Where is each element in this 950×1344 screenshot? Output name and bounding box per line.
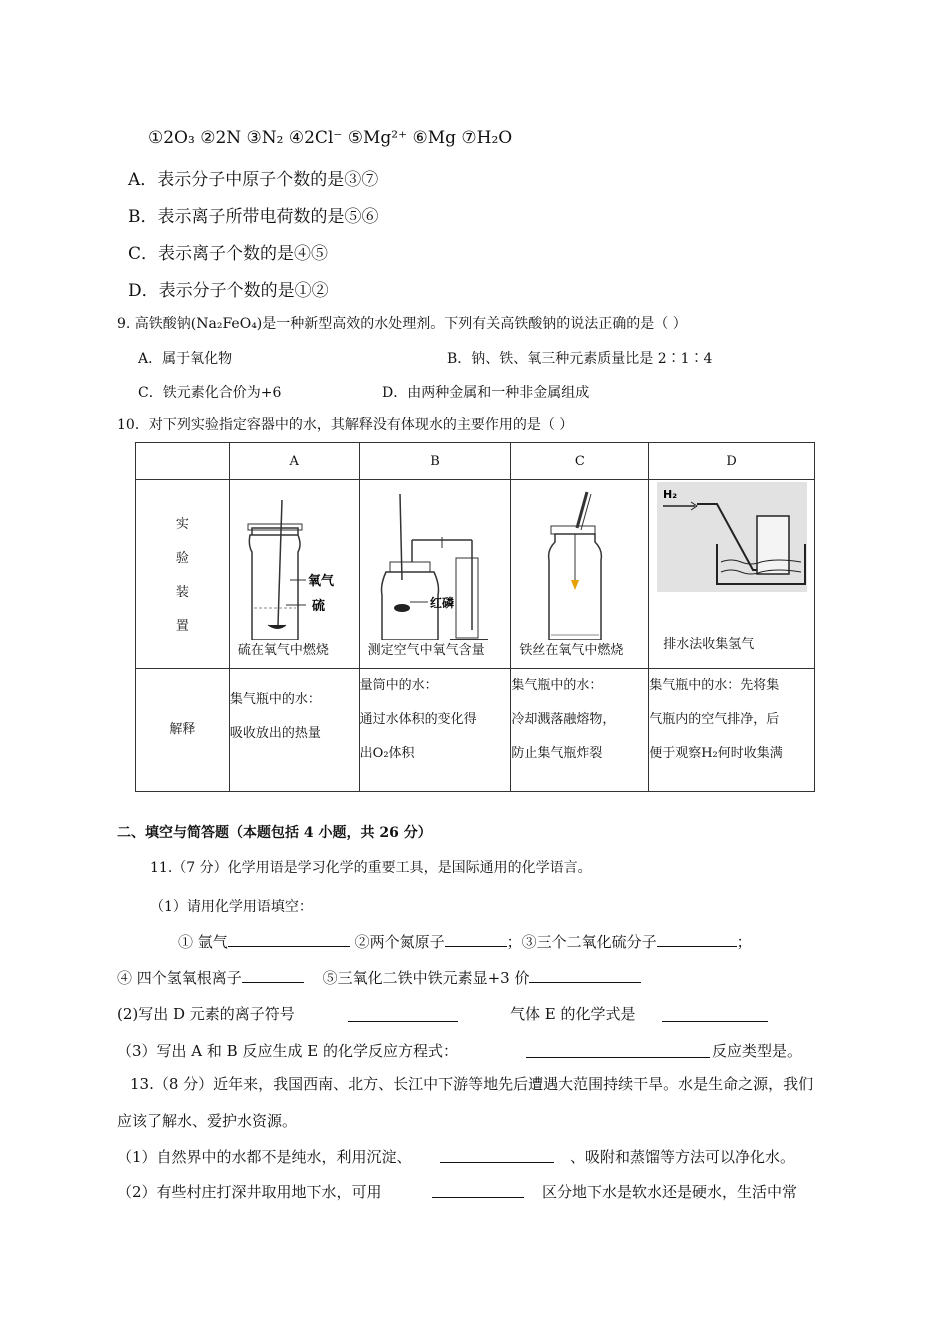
q13-sub1-b: 、吸附和蒸馏等方法可以净化水。 (570, 1148, 796, 1166)
explanation-d (649, 669, 815, 792)
q11-item-two-n: ②两个氮原子 (354, 933, 445, 951)
q11-sub3-a: （3）写出 A 和 B 反应生成 E 的化学反应方程式： (117, 1042, 458, 1060)
section2-title: 二、填空与简答题（本题包括 4 小题，共 26 分） (117, 825, 432, 841)
explanation-line: 集气瓶中的水： (511, 678, 603, 693)
device-label-char: 验 (175, 551, 189, 566)
label-h2: H₂ (663, 488, 678, 501)
caption-b: 测定空气中氧气含量 (367, 643, 485, 658)
q13-sub1-a: （1）自然界中的水都不是纯水，利用沉淀、 (117, 1148, 412, 1166)
q13-sub2-a: （2）有些村庄打深井取用地下水，可用 (117, 1183, 382, 1201)
explanation-row (136, 669, 815, 792)
answer-blank[interactable] (228, 930, 350, 947)
q11-items-line2 (117, 966, 641, 988)
caption-d: 排水法收集氢气 (663, 637, 755, 652)
q9-choice-a: A．属于氧化物 (138, 351, 233, 367)
q11-item-argon: ① 氩气 (178, 933, 228, 951)
q13-stem-line1: 13.（8 分）近年来，我国西南、北方、长江中下游等地先后遭遇大范围持续干旱。水是生命之源，我们 (130, 1075, 814, 1093)
explanation-line: 出O₂体积 (359, 746, 415, 761)
explanation-line: 集气瓶中的水：先将集 (649, 678, 780, 693)
caption-c: 铁丝在氧气中燃烧 (519, 643, 624, 658)
label-red-phosphorus: 红磷 (429, 596, 454, 610)
device-cell-d (649, 480, 815, 669)
answer-blank[interactable] (348, 1005, 458, 1022)
explanation-line: 量筒中的水： (359, 678, 438, 693)
device-cell-b (359, 480, 511, 669)
header-d: D (649, 443, 815, 480)
answer-blank[interactable] (657, 930, 737, 947)
header-c: C (511, 443, 649, 480)
explanation-line: 吸收放出的热量 (229, 726, 321, 741)
answer-blank[interactable] (526, 1041, 710, 1058)
explanation-line: 气瓶内的空气排净，后 (649, 712, 780, 727)
q9-choice-b: B．钠、铁、氧三种元素质量比是 2∶1∶4 (447, 351, 713, 367)
q13-stem-line2: 应该了解水、爱护水资源。 (117, 1112, 298, 1130)
q9-choice-d: D．由两种金属和一种非金属组成 (382, 385, 590, 401)
answer-blank[interactable] (662, 1005, 768, 1022)
q8-choice-a: A．表示分子中原子个数的是③⑦ (128, 170, 379, 190)
q11-sub2-a: (2)写出 D 元素的离子符号 (117, 1005, 295, 1023)
device-label-char: 装 (175, 585, 189, 600)
q11-sub2-b: 气体 E 的化学式是 (510, 1005, 636, 1023)
explanation-line: 便于观察H₂何时收集满 (649, 746, 783, 761)
explanation-b (359, 669, 511, 792)
explanation-a (229, 669, 359, 792)
device-row (136, 480, 815, 669)
explanation-line: 防止集气瓶炸裂 (511, 746, 603, 761)
answer-blank[interactable] (242, 966, 304, 983)
header-a: A (229, 443, 359, 480)
device-label-char: 实 (175, 517, 189, 532)
oxygen-content-diagram (360, 490, 510, 640)
table-header-row (136, 443, 815, 480)
label-sulfur: 硫 (311, 599, 325, 614)
explanation-line: 冷却溅落融熔物， (511, 712, 616, 727)
answer-blank[interactable] (432, 1181, 524, 1198)
explanation-c (511, 669, 649, 792)
sulfur-burning-diagram (230, 490, 358, 640)
explanation-line: 通过水体积的变化得 (359, 712, 477, 727)
q11-item-fe2o3: ⑤三氧化二铁中铁元素显+3 价 (322, 969, 530, 987)
explanation-line: 集气瓶中的水： (229, 692, 321, 707)
q10-stem: 10．对下列实验指定容器中的水，其解释没有体现水的主要作用的是（ ） (117, 417, 574, 433)
q8-options-line: ①2O₃ ②2N ③N₂ ④2Cl⁻ ⑤Mg²⁺ ⑥Mg ⑦H₂O (148, 128, 513, 148)
hydrogen-collection-diagram (657, 482, 807, 592)
q11-item-hydroxide: ④ 四个氢氧根离子 (117, 969, 242, 987)
q8-choice-c: C．表示离子个数的是④⑤ (128, 244, 329, 264)
device-row-label (136, 480, 230, 669)
label-oxygen: 氧气 (307, 574, 334, 589)
caption-a: 硫在氧气中燃烧 (237, 643, 329, 658)
q11-items-line1 (178, 930, 752, 952)
q8-choice-d: D．表示分子个数的是①② (128, 281, 329, 301)
answer-blank[interactable] (529, 966, 641, 983)
device-label-char: 置 (175, 619, 189, 634)
q9-stem: 9. 高铁酸钠(Na₂FeO₄)是一种新型高效的水处理剂。下列有关高铁酸钠的说法正确的是（ ） (117, 316, 687, 332)
iron-wire-burning-diagram (511, 490, 647, 640)
q11-stem: 11.（7 分）化学用语是学习化学的重要工具，是国际通用的化学语言。 (150, 860, 592, 876)
q11-sub1: （1）请用化学用语填空： (150, 899, 313, 915)
explanation-row-label: 解释 (136, 669, 230, 792)
q11-sub3-b: 反应类型是。 (712, 1042, 803, 1060)
answer-blank[interactable] (440, 1146, 554, 1163)
header-b: B (359, 443, 511, 480)
device-cell-a (229, 480, 359, 669)
q13-sub2-b: 区分地下水是软水还是硬水，生活中常 (542, 1183, 798, 1201)
q8-choice-b: B．表示离子所带电荷数的是⑤⑥ (128, 207, 379, 227)
experiment-table (135, 442, 815, 792)
table-corner-cell (136, 443, 230, 480)
device-cell-c (511, 480, 649, 669)
q9-choice-c: C．铁元素化合价为+6 (138, 385, 282, 401)
q11-item-end: ； (736, 933, 752, 951)
answer-blank[interactable] (445, 930, 507, 947)
q11-item-so2: ；③三个二氧化硫分子 (506, 933, 657, 951)
